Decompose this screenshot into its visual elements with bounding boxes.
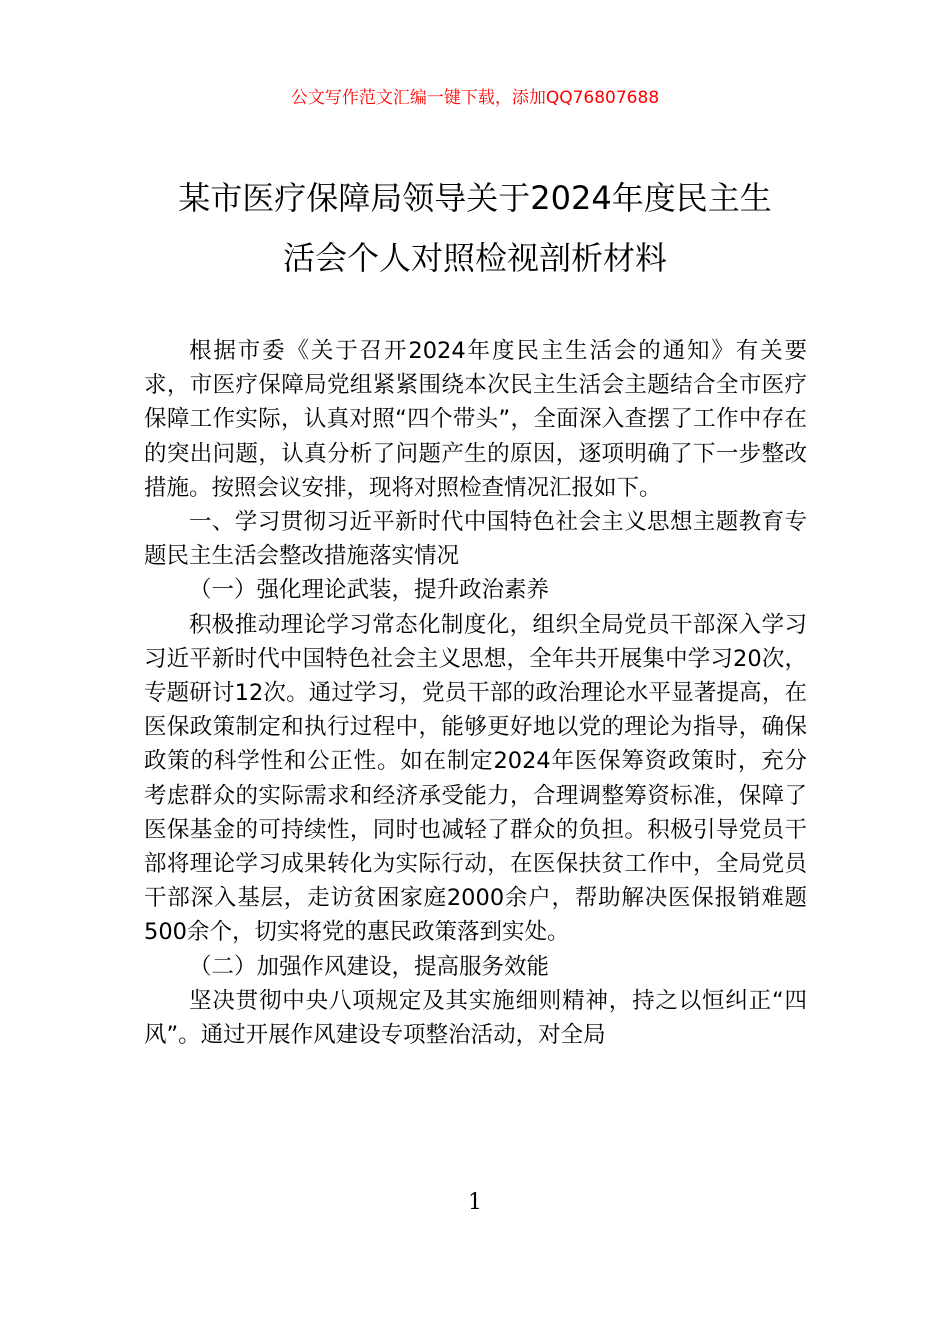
body-paragraph: 积极推动理论学习常态化制度化，组织全局党员干部深入学习习近平新时代中国特色社会主义思想，全年共开展集中学习20次，专题研讨12次。通过学习，党员干部的政治理论水平显著提高，在医保政策制定和执行过程中，能够更好地以党的理论为指导，确保政策的科学性和公正性。如在制定2024年医保筹资政策时，充分考虑群众的实际需求和经济承受能力，合理调整筹资标准，保障了医保基金的可持续性，同时也减轻了群众的负担。积极引导党员干部将理论学习成果转化为实际行动，在医保扶贫工作中，全局党员干部深入基层，走访贫困家庭2000余户，帮助解决医保报销难题500余个，切实将党的惠民政策落到实处。	[144, 611, 807, 946]
download-notice: 公文写作范文汇编一键下载，添加QQ76807688	[290, 88, 660, 108]
document-title	[100, 168, 850, 288]
document-body	[144, 334, 807, 1052]
title-line-2: 活会个人对照检视剖析材料	[282, 239, 667, 277]
intro-paragraph: 根据市委《关于召开2024年度民主生活会的通知》有关要求，市医疗保障局党组紧紧围绕本次民主生活会主题结合全市医疗保障工作实际，认真对照“四个带头”，全面深入查摆了工作中存在的突出问题，认真分析了问题产生的原因，逐项明确了下一步整改措施。按照会议安排，现将对照检查情况汇报如下。	[144, 338, 807, 501]
page-number: 1	[468, 1190, 482, 1215]
section-heading-1: 一、学习贯彻习近平新时代中国特色社会主义思想主题教育专题民主生活会整改措施落实情况	[144, 509, 807, 570]
title-line-1: 某市医疗保障局领导关于2024年度民主生	[178, 179, 772, 217]
body-paragraph: 坚决贯彻中央八项规定及其实施细则精神，持之以恒纠正“四风”。通过开展作风建设专项整治活动，对全局	[144, 987, 807, 1049]
subsection-heading-1: （一）强化理论武装，提升政治素养	[189, 577, 550, 604]
subsection-heading-2: （二）加强作风建设，提高服务效能	[189, 953, 550, 980]
